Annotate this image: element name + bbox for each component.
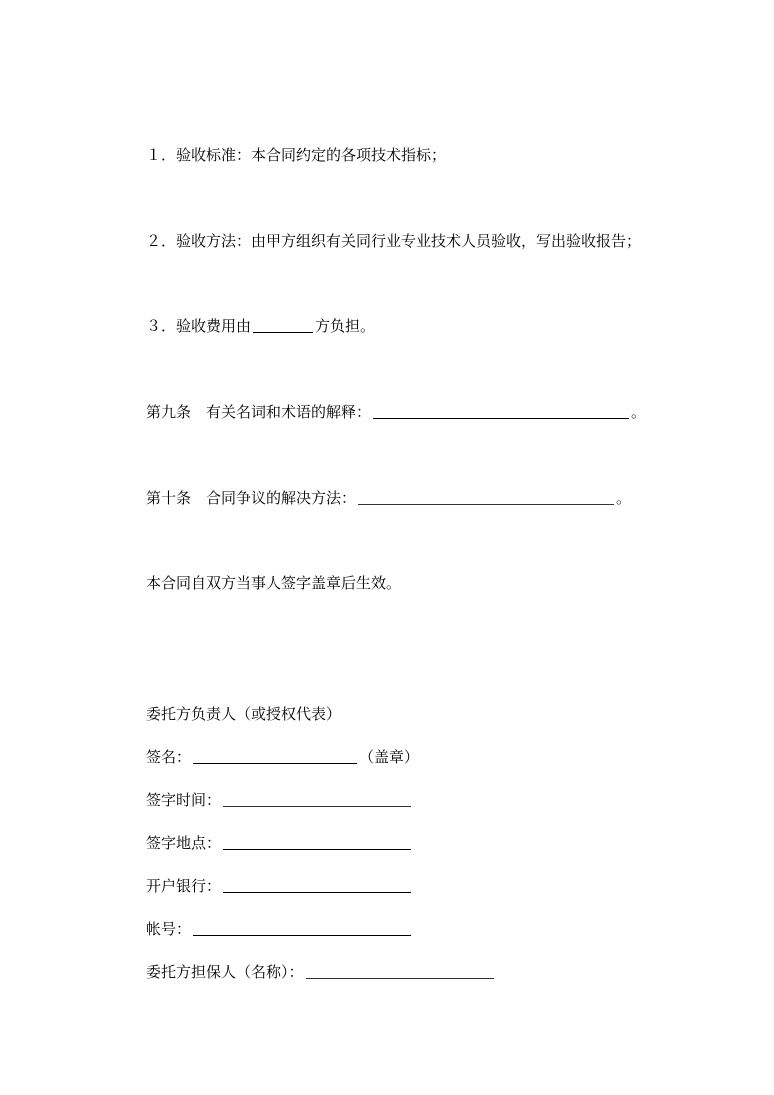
signature-blank[interactable] — [193, 749, 357, 764]
clause-3-prefix: ３．验收费用由 — [146, 317, 252, 335]
fee-party-blank[interactable] — [253, 318, 313, 333]
article-9-label: 第九条 有关名词和术语的解释： — [146, 403, 372, 421]
place-label: 签字地点： — [146, 834, 222, 852]
account-row — [146, 919, 413, 939]
dispute-resolution-blank[interactable] — [358, 490, 614, 505]
signature-time-blank[interactable] — [223, 792, 411, 807]
clause-1-acceptance-standard — [146, 145, 446, 165]
signature-heading — [146, 704, 341, 724]
guarantor-blank[interactable] — [306, 964, 494, 979]
clause-1-text: １．验收标准：本合同约定的各项技术指标； — [146, 146, 447, 164]
signature-place-blank[interactable] — [223, 835, 411, 850]
seal-label: （盖章） — [359, 748, 420, 766]
terms-explanation-blank[interactable] — [373, 404, 629, 419]
account-label: 帐号： — [146, 920, 192, 938]
signature-time-row — [146, 790, 413, 810]
time-label: 签字时间： — [146, 791, 222, 809]
signature-name-row — [146, 747, 419, 767]
bank-row — [146, 876, 413, 896]
bank-blank[interactable] — [223, 878, 411, 893]
signature-place-row — [146, 833, 413, 853]
guarantor-row — [146, 962, 496, 982]
signature-heading-text: 委托方负责人（或授权代表） — [146, 705, 342, 723]
article-10-label: 第十条 合同争议的解决方法： — [146, 489, 357, 507]
article-10-dispute — [146, 488, 631, 508]
article-10-period: 。 — [616, 489, 632, 507]
article-9-terms — [146, 402, 646, 422]
effective-text: 本合同自双方当事人签字盖章后生效。 — [146, 574, 402, 592]
clause-2-text: ２．验收方法：由甲方组织有关同行业专业技术人员验收，写出验收报告； — [146, 232, 642, 250]
sign-label: 签名： — [146, 748, 192, 766]
article-9-period: 。 — [631, 403, 647, 421]
guarantor-label: 委托方担保人（名称）： — [146, 963, 304, 981]
account-blank[interactable] — [193, 921, 411, 936]
bank-label: 开户银行： — [146, 877, 222, 895]
clause-3-suffix: 方负担。 — [315, 317, 376, 335]
clause-2-acceptance-method — [146, 231, 641, 251]
clause-3-acceptance-fee — [146, 316, 375, 336]
effective-clause — [146, 573, 401, 593]
